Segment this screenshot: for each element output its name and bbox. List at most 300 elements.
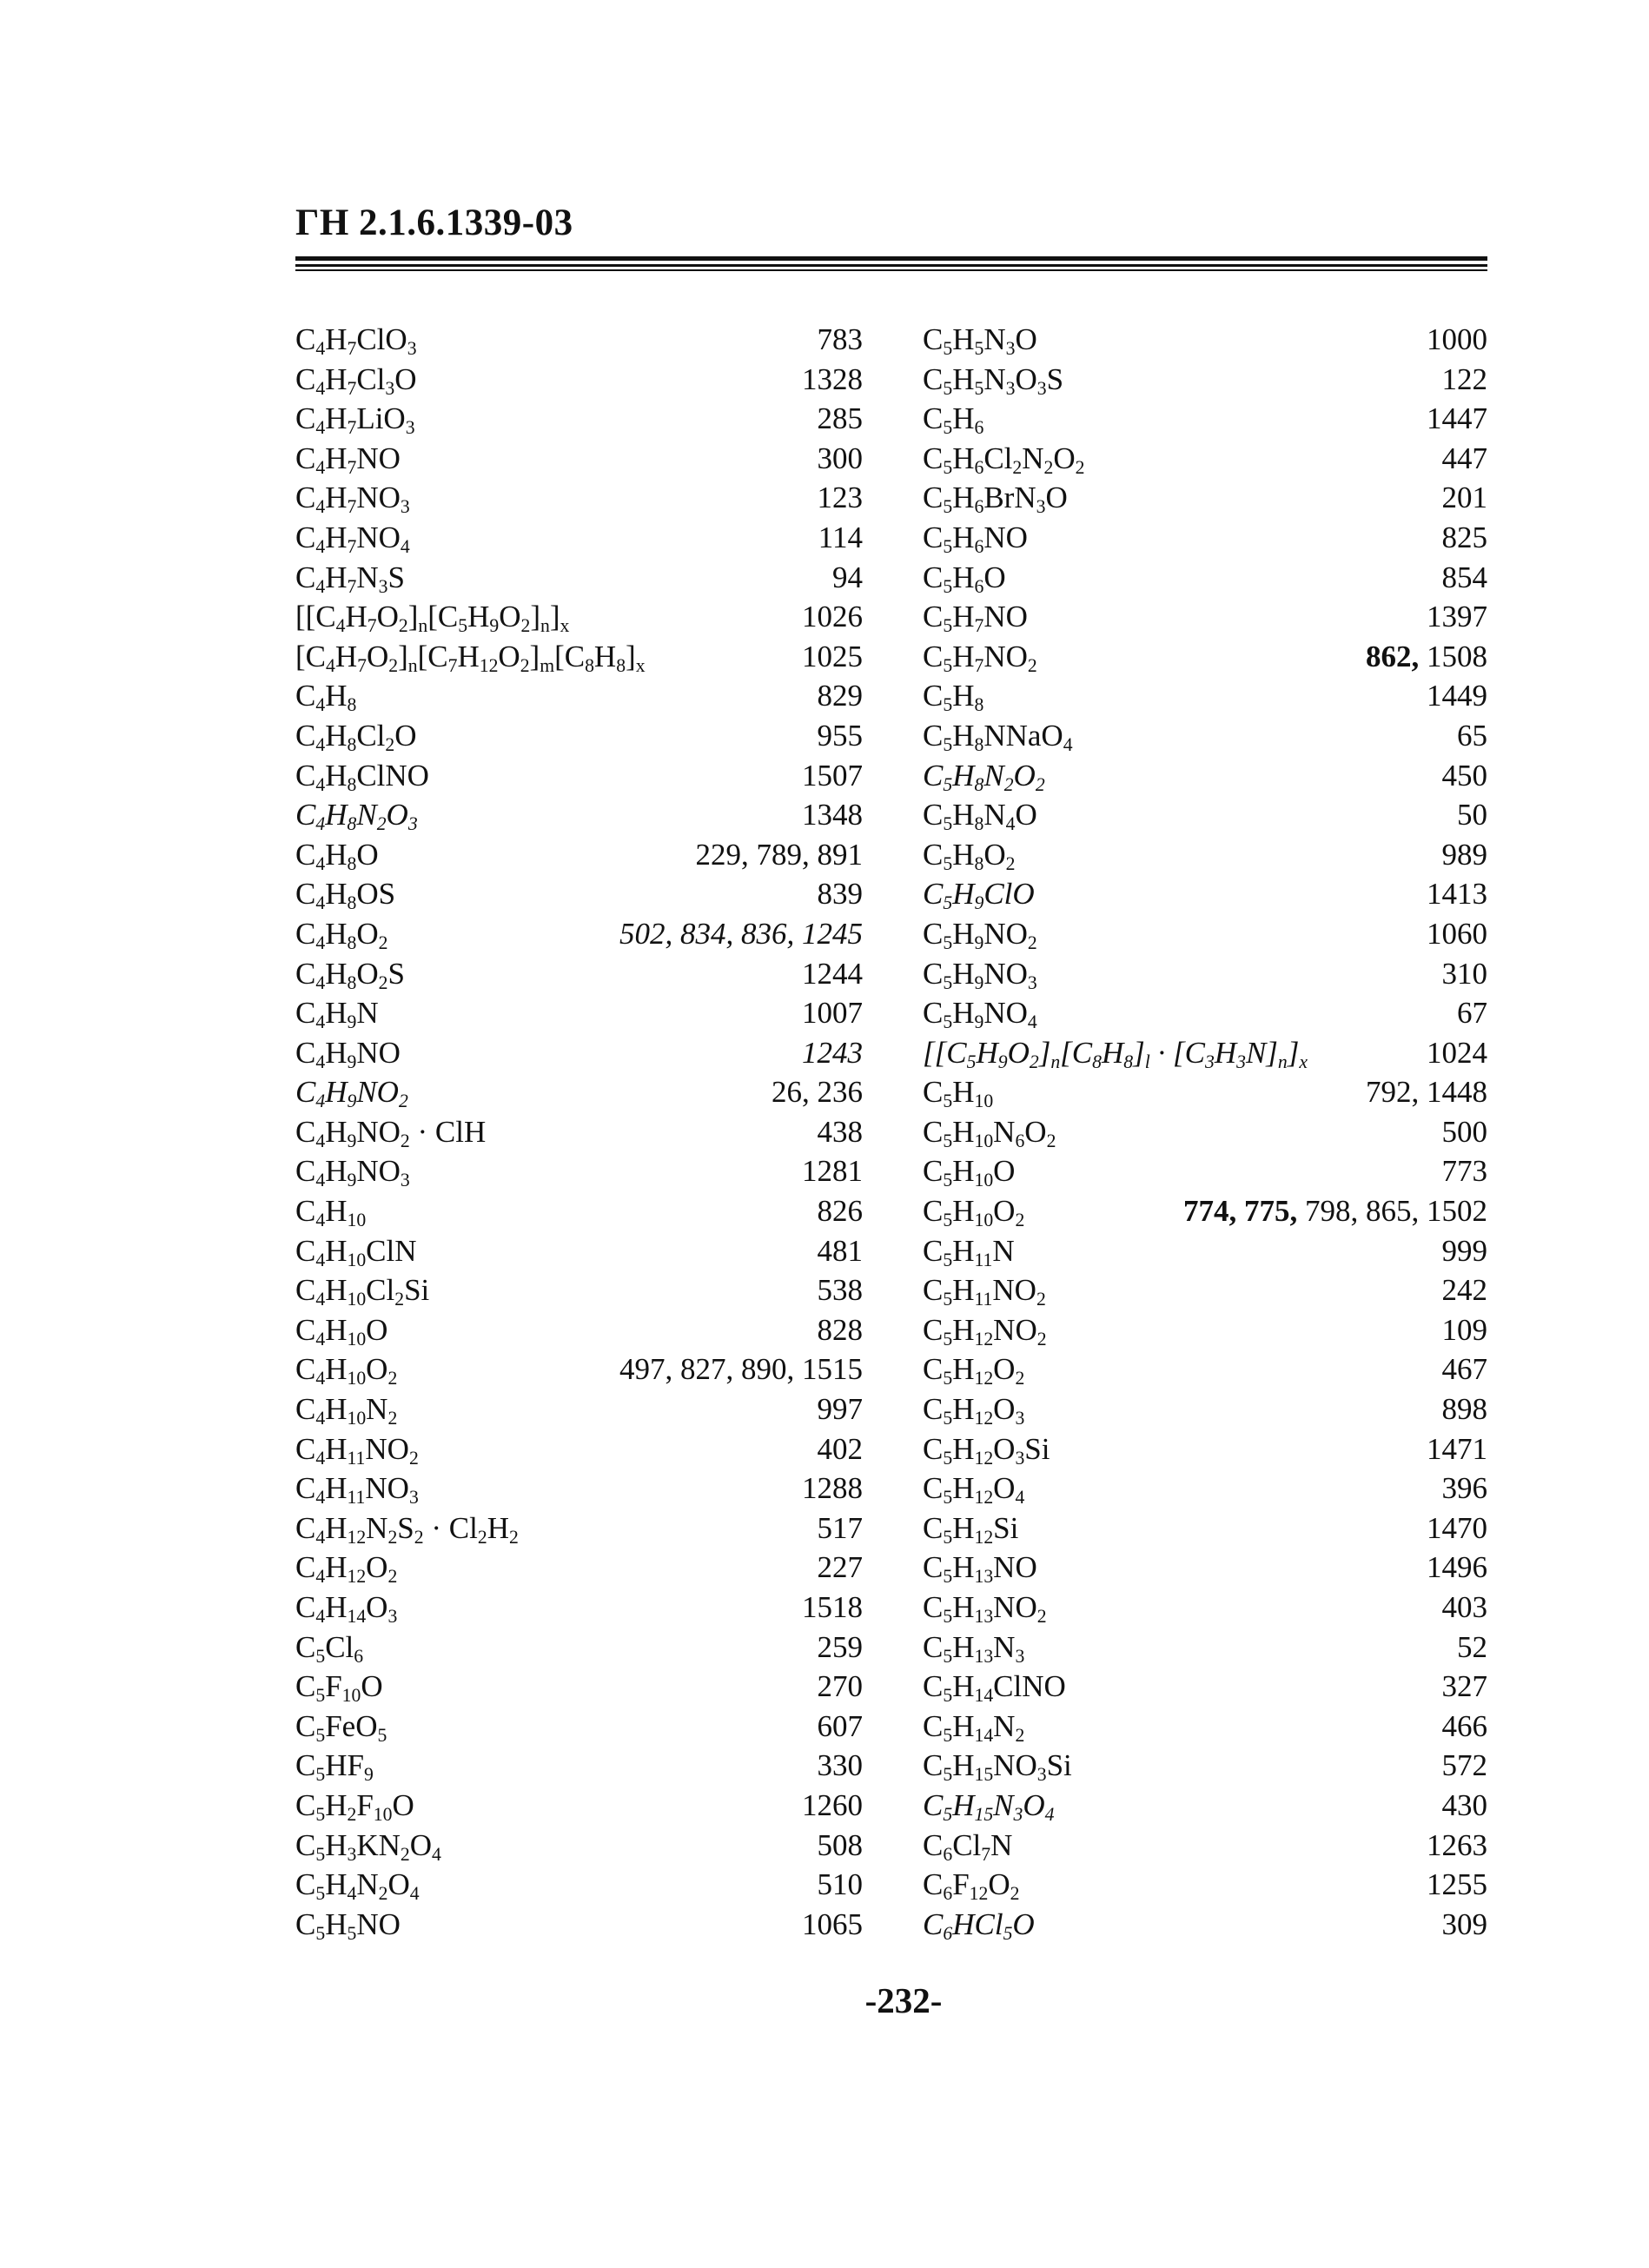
reference-numbers (818, 1231, 864, 1271)
reference-numbers-text: 1025 (802, 639, 863, 673)
reference-numbers (1427, 1429, 1487, 1469)
chemical-formula: $C_5HF_9$ (295, 1748, 374, 1786)
reference-numbers (1442, 1231, 1488, 1271)
reference-numbers-text: 259 (817, 1629, 863, 1664)
reference-numbers (818, 1270, 864, 1310)
index-entry (295, 716, 863, 756)
reference-numbers-text: 607 (817, 1708, 863, 1743)
reference-numbers-text: 114 (818, 520, 863, 554)
reference-numbers-text: 396 (1441, 1471, 1487, 1506)
index-entry (295, 1350, 863, 1389)
chemical-formula: $C_5H_6O$ (923, 560, 1006, 597)
reference-numbers-text: 330 (817, 1748, 863, 1783)
chemical-formula: $C_5H_8NNaO_4$ (923, 718, 1073, 755)
reference-numbers-text: 26, 236 (772, 1075, 863, 1110)
reference-numbers (1442, 1588, 1488, 1628)
chemical-formula: $[[C_4H_7O_2]_n[C_5H_9O_2]_n]_x$ (295, 600, 570, 637)
index-entry (295, 914, 863, 954)
reference-numbers-text: 447 (1441, 441, 1487, 475)
index-entry (295, 874, 863, 914)
chemical-formula: $C_5H_9NO_2$ (923, 916, 1037, 953)
reference-numbers-text: 1243 (802, 1035, 863, 1070)
index-entry (923, 637, 1487, 677)
chemical-formula: $C_5FeO_5$ (295, 1708, 387, 1746)
reference-numbers-text: 1026 (802, 600, 863, 634)
reference-numbers (818, 320, 864, 360)
chemical-formula: $C_5H_7NO$ (923, 600, 1028, 637)
index-entry (295, 1905, 863, 1945)
chemical-formula: $C_4H_{14}O_3$ (295, 1590, 398, 1628)
index-entry (295, 1033, 863, 1073)
index-entry (923, 1628, 1487, 1668)
reference-numbers-text: 450 (1441, 758, 1487, 792)
reference-numbers (802, 795, 863, 835)
reference-numbers (1427, 320, 1487, 360)
index-entry (295, 1112, 863, 1152)
reference-numbers (818, 1509, 864, 1548)
reference-numbers-text: 1397 (1427, 600, 1487, 634)
chemical-formula: $C_6Cl_7N$ (923, 1827, 1013, 1865)
index-entry (923, 835, 1487, 875)
reference-numbers (1457, 1628, 1487, 1668)
reference-numbers-text: 270 (817, 1669, 863, 1704)
reference-numbers-text: 1518 (802, 1590, 863, 1624)
reference-numbers (1183, 1191, 1487, 1231)
reference-numbers (818, 1865, 864, 1905)
reference-numbers-text: 1024 (1427, 1035, 1487, 1070)
chemical-formula: $C_6HCl_5O$ (923, 1907, 1035, 1944)
reference-numbers (1442, 1746, 1488, 1786)
chemical-formula: $C_5H_{13}NO$ (923, 1550, 1037, 1588)
reference-numbers (619, 1350, 863, 1389)
reference-numbers-text: 430 (1441, 1787, 1487, 1822)
reference-numbers-text: 466 (1441, 1708, 1487, 1743)
index-entry (923, 518, 1487, 558)
index-entry (923, 1350, 1487, 1389)
chemical-formula: $C_5H_{14}N_2$ (923, 1708, 1025, 1746)
reference-numbers (1442, 1667, 1488, 1707)
index-entry (923, 1033, 1487, 1073)
index-entry (923, 320, 1487, 360)
chemical-formula: $C_4H_8$ (295, 679, 357, 716)
page-number: -232- (864, 1980, 943, 2020)
reference-numbers (1442, 558, 1488, 598)
reference-numbers-text: 227 (817, 1550, 863, 1585)
reference-numbers (1366, 1072, 1487, 1112)
reference-numbers-text: 572 (1441, 1748, 1487, 1783)
reference-numbers-text: 1007 (802, 996, 863, 1031)
chemical-formula: $C_5H_{11}NO_2$ (923, 1273, 1046, 1310)
index-entry (295, 1310, 863, 1350)
chemical-formula: $[[C_5H_9O_2]_n[C_8H_8]_l \cdot [C_3H_3N]_n]_x$ (923, 1035, 1308, 1072)
chemical-formula: $C_6F_{12}O_2$ (923, 1867, 1020, 1905)
chemical-formula: $C_4H_{10}$ (295, 1194, 367, 1231)
chemical-formula: $C_4H_7NO_4$ (295, 520, 410, 558)
reference-numbers-text: 1471 (1427, 1431, 1487, 1466)
reference-numbers-text: 508 (817, 1827, 863, 1862)
chemical-formula: $C_5H_{11}N$ (923, 1233, 1015, 1270)
chemical-formula: $C_4H_{11}NO_2$ (295, 1431, 419, 1469)
reference-numbers (1427, 1826, 1487, 1866)
chemical-formula: $C_4H_8OS$ (295, 877, 396, 914)
index-entry (923, 1905, 1487, 1945)
formula-index-right-column (923, 320, 1487, 1944)
reference-numbers (818, 1310, 864, 1350)
reference-numbers (832, 558, 863, 598)
header-rule-thick (295, 256, 1487, 261)
index-entry (295, 399, 863, 439)
index-entry (923, 874, 1487, 914)
chemical-formula: $C_5H_8N_2O_2$ (923, 758, 1045, 795)
reference-numbers-text: 402 (817, 1431, 863, 1466)
reference-numbers (802, 1905, 863, 1945)
reference-numbers (1366, 637, 1487, 677)
index-entry (923, 1191, 1487, 1231)
reference-numbers (802, 1151, 863, 1191)
index-entry (295, 1191, 863, 1231)
chemical-formula: $C_5H_{15}N_3O_4$ (923, 1787, 1055, 1826)
chemical-formula: $C_4H_8O_2$ (295, 916, 388, 953)
index-entry (923, 558, 1487, 598)
chemical-formula: $C_4H_8Cl_2O$ (295, 718, 417, 755)
chemical-formula: $C_5H_8N_4O$ (923, 798, 1037, 835)
reference-numbers (1457, 795, 1487, 835)
reference-numbers (802, 597, 863, 637)
index-entry (923, 1270, 1487, 1310)
chemical-formula: $C_5F_{10}O$ (295, 1669, 383, 1707)
reference-numbers-text: 201 (1441, 481, 1487, 515)
reference-numbers (696, 835, 864, 875)
reference-numbers (1442, 1389, 1488, 1429)
chemical-formula: $C_4H_8ClNO$ (295, 758, 429, 795)
index-entry (295, 320, 863, 360)
reference-numbers (1457, 993, 1487, 1033)
reference-numbers-text: 481 (817, 1233, 863, 1268)
reference-numbers-text: 510 (817, 1867, 863, 1902)
index-entry (295, 795, 863, 835)
reference-numbers (1427, 399, 1487, 439)
reference-numbers-text: 783 (817, 322, 863, 356)
reference-numbers-bold: 862, (1366, 639, 1427, 673)
index-entry (295, 1151, 863, 1191)
chemical-formula: $C_5H_6$ (923, 401, 984, 439)
reference-numbers-text: 1348 (802, 798, 863, 832)
index-entry (295, 478, 863, 518)
reference-numbers-text: 999 (1441, 1233, 1487, 1268)
reference-numbers (1442, 1905, 1488, 1945)
index-entry (923, 399, 1487, 439)
reference-numbers-text: 438 (817, 1114, 863, 1149)
chemical-formula: $C_5H_2F_{10}O$ (295, 1787, 414, 1826)
chemical-formula: $C_5H_{12}Si$ (923, 1510, 1019, 1548)
reference-numbers-text: 1281 (802, 1154, 863, 1189)
chemical-formula: $C_5H_{10}N_6O_2$ (923, 1114, 1056, 1151)
reference-numbers-text: 403 (1441, 1590, 1487, 1624)
reference-numbers-text: 285 (817, 401, 863, 436)
reference-numbers (818, 676, 864, 716)
reference-numbers-text: 955 (817, 718, 863, 753)
chemical-formula: $C_5Cl_6$ (295, 1629, 364, 1667)
index-entry (923, 1786, 1487, 1826)
reference-numbers (1442, 518, 1488, 558)
chemical-formula: $C_4H_9NO_3$ (295, 1154, 410, 1191)
reference-numbers (818, 716, 864, 756)
index-entry (295, 676, 863, 716)
reference-numbers-text: 1065 (802, 1907, 863, 1941)
index-entry (295, 1628, 863, 1668)
reference-numbers (1442, 954, 1488, 994)
reference-numbers-text: 50 (1457, 798, 1487, 832)
reference-numbers-text: 123 (817, 481, 863, 515)
chemical-formula: $C_5H_9NO_4$ (923, 996, 1037, 1033)
reference-numbers-text: 300 (817, 441, 863, 475)
reference-numbers-text: 792, 1448 (1366, 1075, 1487, 1110)
chemical-formula: $C_5H_6BrN_3O$ (923, 481, 1068, 518)
chemical-formula: $C_4H_9N$ (295, 996, 379, 1033)
reference-numbers (802, 1786, 863, 1826)
reference-numbers-text: 825 (1441, 520, 1487, 554)
reference-numbers-text: 517 (817, 1510, 863, 1545)
reference-numbers-text: 1447 (1427, 401, 1487, 436)
reference-numbers-text: 502, 834, 836, 1245 (619, 916, 863, 951)
index-entry (295, 835, 863, 875)
reference-numbers-bold: 774, 775, (1183, 1194, 1305, 1229)
index-entry (923, 1429, 1487, 1469)
chemical-formula: $C_4H_8O$ (295, 837, 379, 874)
reference-numbers-text: 1000 (1427, 322, 1487, 356)
reference-numbers-text: 52 (1457, 1629, 1487, 1664)
reference-numbers (818, 399, 864, 439)
chemical-formula: $C_4H_7ClO_3$ (295, 322, 417, 360)
reference-numbers (1427, 874, 1487, 914)
reference-numbers (802, 360, 863, 400)
index-entry (923, 1112, 1487, 1152)
header-rule-thin (295, 269, 1487, 271)
reference-numbers (818, 1826, 864, 1866)
reference-numbers (802, 993, 863, 1033)
chemical-formula: $C_5H_{10}O$ (923, 1154, 1016, 1191)
reference-numbers (818, 1112, 864, 1152)
index-entry (923, 478, 1487, 518)
reference-numbers (1442, 1469, 1488, 1509)
reference-numbers-text: 1507 (802, 758, 863, 792)
index-entry (923, 1548, 1487, 1588)
reference-numbers-text: 826 (817, 1194, 863, 1229)
index-entry (295, 1389, 863, 1429)
index-entry (295, 1786, 863, 1826)
index-entry (923, 756, 1487, 796)
reference-numbers-text: 829 (817, 679, 863, 713)
reference-numbers-text: 500 (1441, 1114, 1487, 1149)
chemical-formula: $C_4H_9NO_2$ · ClH (295, 1114, 487, 1151)
reference-numbers-text: 94 (832, 560, 863, 594)
chemical-formula: $C_5H_{12}NO_2$ (923, 1312, 1047, 1350)
index-entry (295, 1270, 863, 1310)
reference-numbers-text: 109 (1441, 1312, 1487, 1347)
reference-numbers-text: 1470 (1427, 1510, 1487, 1545)
reference-numbers-text: 1413 (1427, 877, 1487, 912)
chemical-formula: $C_4H_7LiO_3$ (295, 401, 415, 439)
index-entry (295, 1826, 863, 1866)
chemical-formula: $C_4H_7NO_3$ (295, 481, 410, 518)
reference-numbers (818, 439, 864, 479)
index-entry (295, 439, 863, 479)
reference-numbers-text: 989 (1441, 837, 1487, 872)
chemical-formula: $C_5H_{12}O_3$ (923, 1392, 1025, 1429)
reference-numbers-text: 1449 (1427, 679, 1487, 713)
chemical-formula: $C_5H_6NO$ (923, 520, 1028, 558)
reference-numbers (1442, 1350, 1488, 1389)
reference-numbers (1442, 478, 1488, 518)
index-entry (923, 993, 1487, 1033)
chemical-formula: $C_4H_7N_3S$ (295, 560, 405, 597)
reference-numbers-text: 798, 865, 1502 (1305, 1194, 1487, 1229)
reference-numbers-text: 538 (817, 1273, 863, 1308)
index-entry (923, 716, 1487, 756)
reference-numbers-text: 1288 (802, 1471, 863, 1506)
reference-numbers (1442, 1270, 1488, 1310)
index-entry (923, 1310, 1487, 1350)
index-entry (295, 756, 863, 796)
formula-index-left-column (295, 320, 863, 1944)
reference-numbers (1427, 1548, 1487, 1588)
index-entry (295, 1509, 863, 1548)
reference-numbers (1427, 597, 1487, 637)
reference-numbers (818, 478, 864, 518)
index-entry (923, 439, 1487, 479)
index-entry (295, 1429, 863, 1469)
reference-numbers (772, 1072, 863, 1112)
index-entry (923, 914, 1487, 954)
index-entry (923, 954, 1487, 994)
reference-numbers (1442, 1112, 1488, 1152)
chemical-formula: $C_5H_{12}O_3Si$ (923, 1431, 1050, 1469)
reference-numbers (802, 1588, 863, 1628)
chemical-formula: $C_5H_{14}ClNO$ (923, 1669, 1066, 1707)
reference-numbers (1427, 914, 1487, 954)
index-entry (295, 1548, 863, 1588)
chemical-formula: $C_5H_6Cl_2N_2O_2$ (923, 441, 1085, 478)
chemical-formula: $[C_4H_7O_2]_n[C_7H_{12}O_2]_m[C_8H_8]_x$ (295, 639, 646, 676)
index-entry (295, 993, 863, 1033)
reference-numbers-text: 1328 (802, 361, 863, 396)
reference-numbers-text: 65 (1457, 718, 1487, 753)
reference-numbers (818, 1707, 864, 1747)
chemical-formula: $C_5H_{13}N_3$ (923, 1629, 1025, 1667)
chemical-formula: $C_5H_{15}NO_3Si$ (923, 1748, 1072, 1786)
reference-numbers-text: 1255 (1427, 1867, 1487, 1902)
chemical-formula: $C_5H_8O_2$ (923, 837, 1016, 874)
reference-numbers (818, 1548, 864, 1588)
chemical-formula: $C_5H_5N_3O$ (923, 322, 1037, 360)
chemical-formula: $C_5H_9NO_3$ (923, 956, 1037, 993)
reference-numbers-text: 1496 (1427, 1550, 1487, 1585)
reference-numbers (1442, 360, 1488, 400)
reference-numbers-text: 1263 (1427, 1827, 1487, 1862)
index-entry (295, 1667, 863, 1707)
reference-numbers-text: 828 (817, 1312, 863, 1347)
index-entry (923, 1151, 1487, 1191)
reference-numbers (818, 1628, 864, 1668)
chemical-formula: $C_4H_{10}O_2$ (295, 1352, 398, 1389)
reference-numbers (818, 1746, 864, 1786)
index-entry (295, 954, 863, 994)
reference-numbers-text: 467 (1441, 1352, 1487, 1387)
reference-numbers-text: 310 (1441, 956, 1487, 991)
reference-numbers-text: 854 (1441, 560, 1487, 594)
chemical-formula: $C_4H_{10}ClN$ (295, 1233, 417, 1270)
reference-numbers (619, 914, 863, 954)
index-entry (295, 1469, 863, 1509)
index-entry (295, 1588, 863, 1628)
index-entry (923, 597, 1487, 637)
reference-numbers-text: 839 (817, 877, 863, 912)
reference-numbers (1457, 716, 1487, 756)
index-entry (923, 1588, 1487, 1628)
chemical-formula: $C_5H_5NO$ (295, 1907, 401, 1944)
reference-numbers-text: 122 (1441, 361, 1487, 396)
header-rule-middle (295, 264, 1487, 267)
reference-numbers (1442, 835, 1488, 875)
reference-numbers (1427, 1865, 1487, 1905)
chemical-formula: $C_5H_{13}NO_2$ (923, 1590, 1047, 1628)
reference-numbers (1427, 676, 1487, 716)
reference-numbers-text: 242 (1441, 1273, 1487, 1308)
reference-numbers-text: 1244 (802, 956, 863, 991)
chemical-formula: $C_5H_{12}O_2$ (923, 1352, 1025, 1389)
chemical-formula: $C_4H_{12}N_2S_2 \cdot Cl_2H_2$ (295, 1510, 519, 1548)
reference-numbers-text: 1508 (1427, 639, 1487, 673)
index-entry (923, 676, 1487, 716)
chemical-formula: $C_4H_{10}Cl_2Si$ (295, 1273, 430, 1310)
index-entry (295, 1072, 863, 1112)
reference-numbers (1442, 1707, 1488, 1747)
reference-numbers-text: 773 (1441, 1154, 1487, 1189)
reference-numbers (1427, 1509, 1487, 1548)
chemical-formula: $C_5H_4N_2O_4$ (295, 1867, 420, 1905)
reference-numbers (818, 1667, 864, 1707)
reference-numbers (818, 1191, 864, 1231)
chemical-formula: $C_4H_9NO_2$ (295, 1075, 408, 1112)
index-entry (923, 1667, 1487, 1707)
index-entry (295, 1231, 863, 1271)
chemical-formula: $C_4H_8O_2S$ (295, 956, 405, 993)
chemical-formula: $C_4H_{10}O$ (295, 1312, 388, 1350)
reference-numbers-text: 898 (1441, 1392, 1487, 1427)
reference-numbers (1427, 1033, 1487, 1073)
chemical-formula: $C_5H_{12}O_4$ (923, 1471, 1025, 1509)
reference-numbers (802, 756, 863, 796)
reference-numbers (1442, 439, 1488, 479)
chemical-formula: $C_5H_3KN_2O_4$ (295, 1827, 441, 1865)
reference-numbers-text: 229, 789, 891 (695, 837, 863, 872)
chemical-formula: $C_4H_{12}O_2$ (295, 1550, 398, 1588)
reference-numbers-text: 309 (1441, 1907, 1487, 1941)
chemical-formula: $C_5H_5N_3O_3S$ (923, 361, 1064, 399)
index-entry (295, 558, 863, 598)
chemical-formula: $C_4H_{10}N_2$ (295, 1392, 398, 1429)
reference-numbers-text: 997 (817, 1392, 863, 1427)
index-entry (923, 1469, 1487, 1509)
document-header: ГН 2.1.6.1339-03 (295, 202, 573, 243)
index-entry (295, 1746, 863, 1786)
reference-numbers (802, 1469, 863, 1509)
reference-numbers (1442, 756, 1488, 796)
reference-numbers-text: 67 (1457, 996, 1487, 1031)
chemical-formula: $C_5H_9ClO$ (923, 877, 1035, 914)
chemical-formula: $C_5H_8$ (923, 679, 984, 716)
reference-numbers (818, 518, 863, 558)
